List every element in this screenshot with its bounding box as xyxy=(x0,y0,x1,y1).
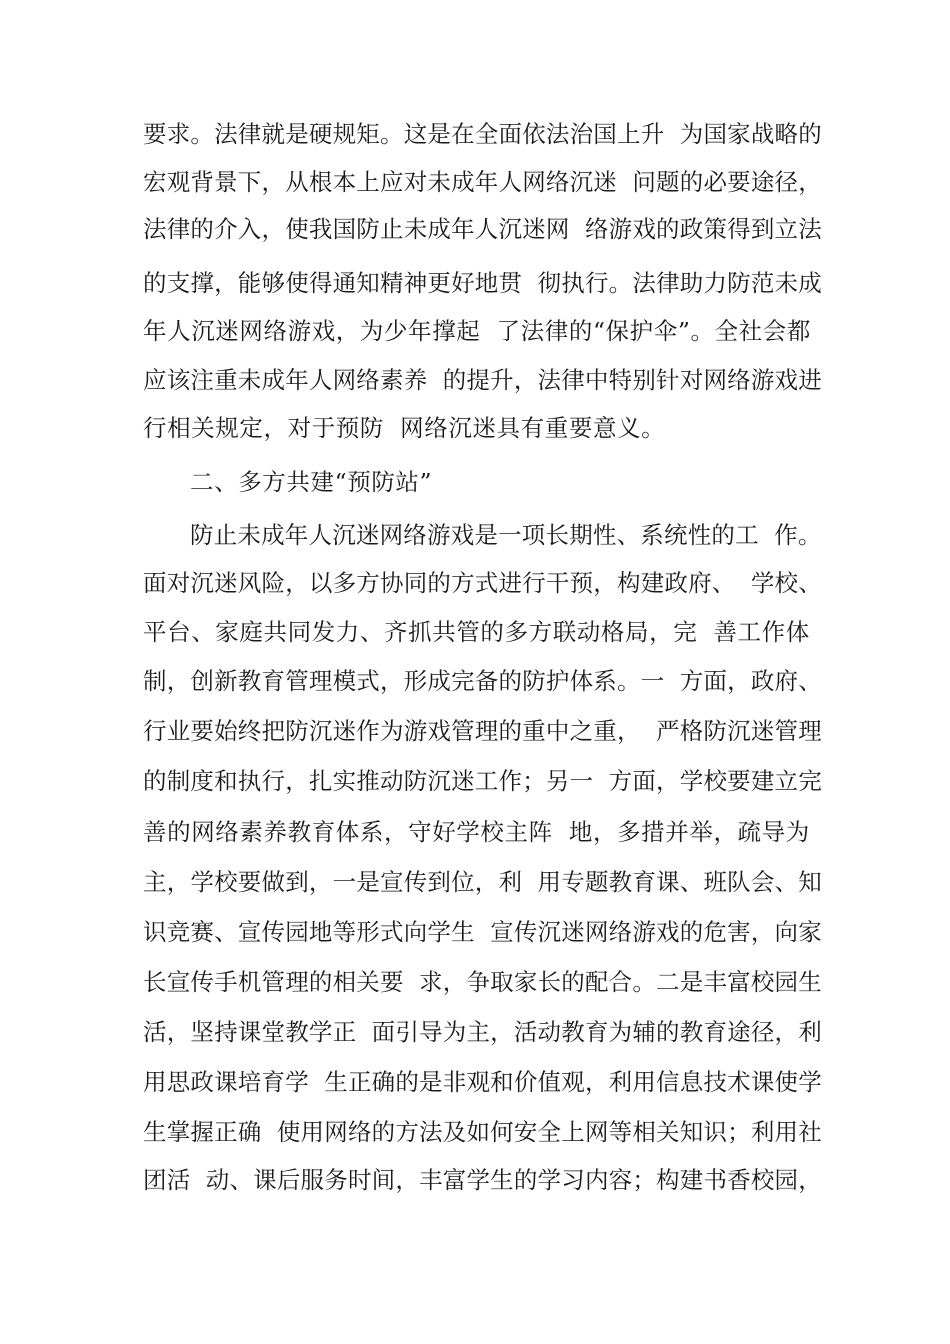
paragraph2-line-10: 长宣传手机管理的相关要 求，争取家长的配合。二是丰富校园生 xyxy=(143,968,822,996)
paragraph2-line-6: 的制度和执行，扎实推动防沉迷工作；另一 方面，学校要建立完 xyxy=(143,767,822,795)
paragraph1-line-3: 法律的介入，使我国防止未成年人沉迷网 络游戏的政策得到立法 xyxy=(143,215,822,243)
paragraph2-line-3: 平台、家庭共同发力、齐抓共管的多方联动格局，完 善工作体 xyxy=(143,618,810,646)
paragraph2-line-13: 生掌握正确 使用网络的方法及如何安全上网等相关知识；利用社 xyxy=(143,1118,822,1146)
paragraph2-line-2: 面对沉迷风险，以多方协同的方式进行干预，构建政府、 学校、 xyxy=(143,569,822,597)
paragraph2-line-5: 行业要始终把防沉迷作为游戏管理的重中之重， 严格防沉迷管理 xyxy=(143,717,822,745)
paragraph2-line-9: 识竞赛、宣传园地等形式向学生 宣传沉迷网络游戏的危害，向家 xyxy=(143,918,822,946)
paragraph1-line-6: 应该注重未成年人网络素养 的提升，法律中特别针对网络游戏进 xyxy=(143,366,822,394)
paragraph1-line-7: 行相关规定，对于预防 网络沉迷具有重要意义。 xyxy=(143,414,666,442)
paragraph2-line-11: 活，坚持课堂教学正 面引导为主，活动教育为辅的教育途径，利 xyxy=(143,1018,822,1046)
paragraph1-line-4: 的支撑，能够使得通知精神更好地贯 彻执行。法律助力防范未成 xyxy=(143,269,822,297)
paragraph2-line-7: 善的网络素养教育体系，守好学校主阵 地，多措并举，疏导为 xyxy=(143,818,810,846)
paragraph2-line-14: 团活 动、课后服务时间，丰富学生的学习内容；构建书香校园， xyxy=(143,1166,822,1194)
paragraph2-line-1: 防止未成年人沉迷网络游戏是一项长期性、系统性的工 作。 xyxy=(190,521,822,549)
paragraph2-line-4: 制，创新教育管理模式，形成完备的防护体系。一 方面，政府、 xyxy=(143,667,822,695)
paragraph2-line-8: 主，学校要做到，一是宣传到位，利 用专题教育课、班队会、知 xyxy=(143,868,822,896)
paragraph1-line-5: 年人沉迷网络游戏，为少年撑起 了法律的“保护伞”。全社会都 xyxy=(143,317,811,345)
section-heading: 二、多方共建“预防站” xyxy=(190,468,433,496)
paragraph1-line-2: 宏观背景下，从根本上应对未成年人网络沉迷 问题的必要途径， xyxy=(143,168,822,196)
paragraph2-line-12: 用思政课培育学 生正确的是非观和价值观，利用信息技术课使学 xyxy=(143,1068,822,1096)
paragraph1-line-1: 要求。法律就是硬规矩。这是在全面依法治国上升 为国家战略的 xyxy=(143,120,822,148)
